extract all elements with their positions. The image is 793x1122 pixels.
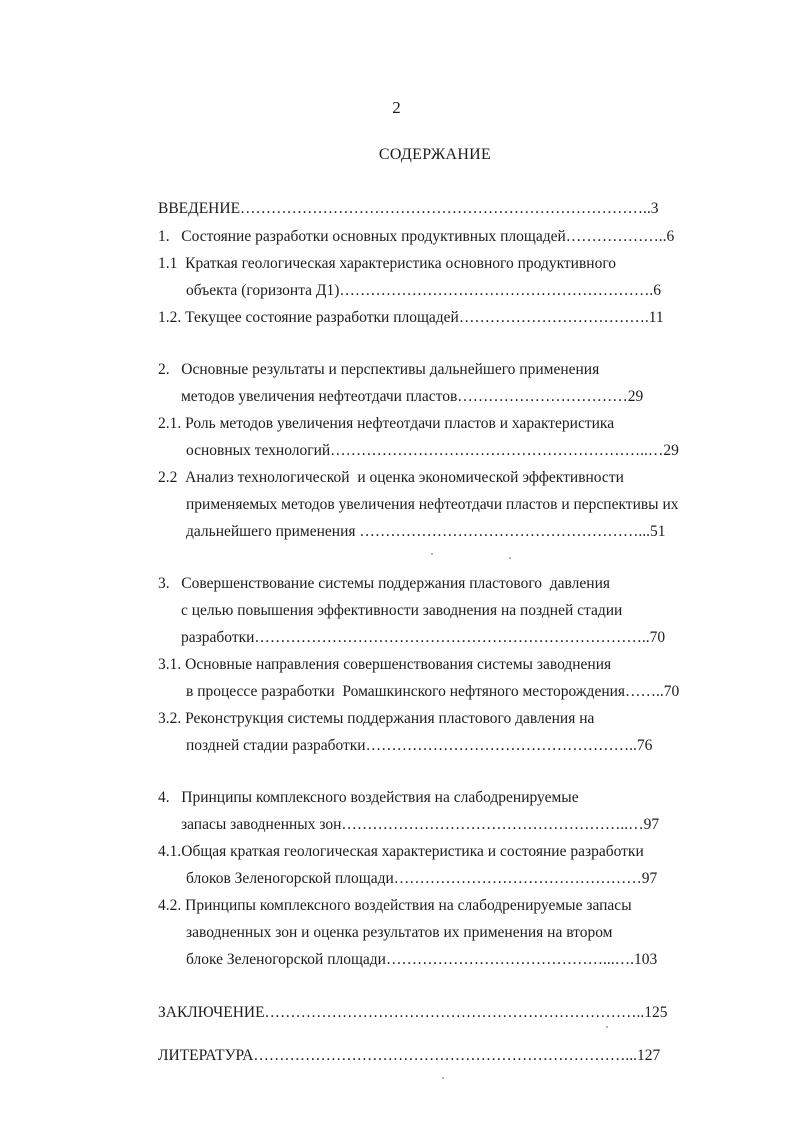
toc-entry-section-4-2: 4.2. Принципы комплексного воздействия на слабодренируемые запасы	[158, 897, 632, 914]
toc-entry-section-4-1-cont: блоков Зеленогорской площади…………………………………………97	[186, 870, 658, 887]
toc-entry-section-3-1-cont: в процессе разработки Ромашкинского нефтяного месторождения……..70	[186, 683, 680, 700]
page-title: СОДЕРЖАНИЕ	[378, 146, 492, 163]
toc-entry-section-3-1: 3.1. Основные направления совершенствования системы заводнения	[158, 656, 612, 673]
toc-entry-section-3-cont2: разработки…………………………………………………………………..70	[181, 629, 666, 646]
scan-speck	[442, 1077, 444, 1079]
page-number: 2	[392, 98, 401, 117]
toc-entry-section-3-cont1: с целью повышения эффективности заводнения на поздней стадии	[181, 602, 623, 619]
toc-entry-section-4-1: 4.1.Общая краткая геологическая характеристика и состояние разработки	[158, 843, 644, 860]
toc-entry-section-2-2-cont1: применяемых методов увеличения нефтеотдачи пластов и перспективы их	[186, 496, 679, 513]
toc-entry-section-3-2-cont: поздней стадии разработки……………………………………………..76	[186, 737, 653, 754]
scan-speck	[509, 557, 511, 559]
toc-entry-section-2-cont: методов увеличения нефтеотдачи пластов……………………………29	[181, 388, 644, 405]
toc-entry-section-1-1-cont: объекта (горизонта Д1)…………………………………………………….6	[186, 282, 662, 299]
toc-entry-introduction: ВВЕДЕНИЕ……………………………………………………………………..3	[158, 200, 659, 217]
toc-entry-section-2-1-cont: основных технологий……………………………………………………..…29	[186, 442, 679, 459]
scan-speck	[431, 553, 433, 555]
toc-entry-section-1: 1. Состояние разработки основных продуктивных площадей………………..6	[158, 228, 675, 245]
toc-entry-section-2-2: 2.2 Анализ технологической и оценка экономической эффективности	[158, 469, 624, 486]
toc-entry-section-4: 4. Принципы комплексного воздействия на слабодренируемые	[158, 789, 579, 806]
toc-entry-conclusion: ЗАКЛЮЧЕНИЕ………………………………………………………………..125	[158, 1004, 668, 1021]
toc-entry-section-1-1: 1.1 Краткая геологическая характеристика основного продуктивного	[158, 255, 617, 272]
toc-entry-section-2: 2. Основные результаты и перспективы дальнейшего применения	[158, 361, 600, 378]
toc-entry-section-3: 3. Совершенствование системы поддержания пластового давления	[158, 575, 611, 592]
toc-entry-section-1-2: 1.2. Текущее состояние разработки площадей……………………………….11	[158, 309, 664, 326]
toc-entry-section-3-2: 3.2. Реконструкция системы поддержания пластового давления на	[158, 710, 595, 727]
toc-entry-section-4-cont: запасы заводненных зон………………………………………………..…97	[181, 816, 660, 833]
toc-entry-literature: ЛИТЕРАТУРА………………………………………………………………...127	[158, 1047, 661, 1064]
toc-entry-section-2-2-cont2: дальнейшего применения ………………………………………………...51	[186, 523, 666, 540]
toc-entry-section-4-2-cont2: блоке Зеленогорской площади……………………………………...….103	[186, 951, 658, 968]
toc-entry-section-2-1: 2.1. Роль методов увеличения нефтеотдачи пластов и характеристика	[158, 415, 615, 432]
scan-speck	[606, 1026, 608, 1028]
toc-entry-section-4-2-cont1: заводненных зон и оценка результатов их применения на втором	[186, 924, 613, 941]
